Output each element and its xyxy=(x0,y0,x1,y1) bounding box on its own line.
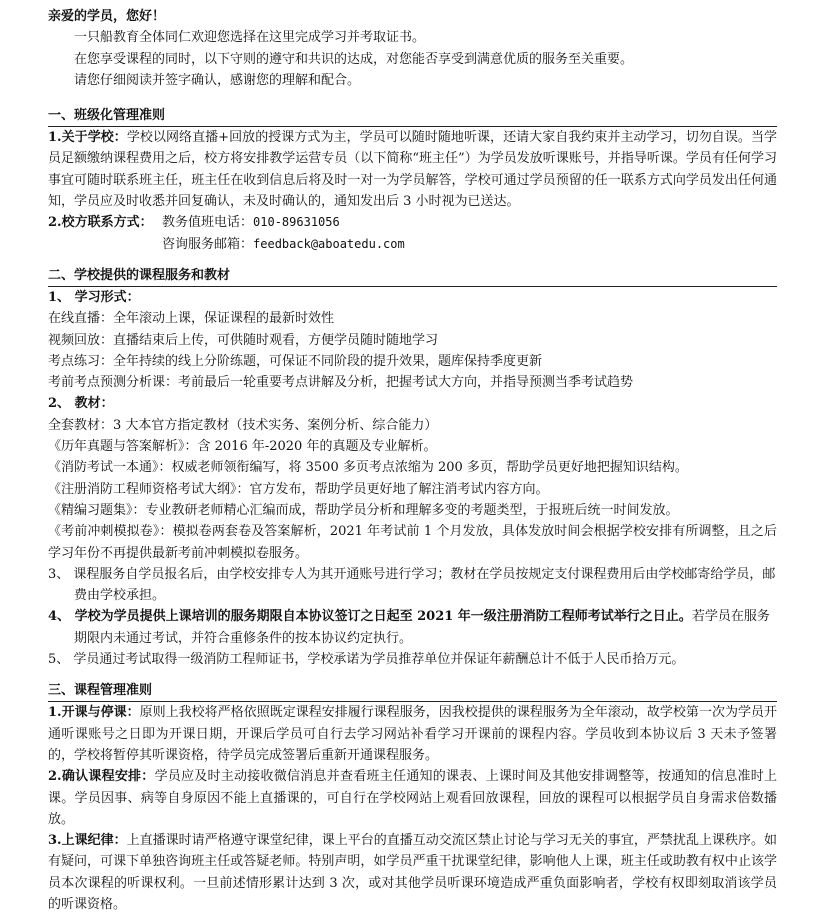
learning-form-item: 视频回放：直播结束后上传，可供随时观看，方便学员随时随地学习 xyxy=(48,332,439,348)
discipline-text: 上直播课时请严格遵守课堂纪律，课上平台的直播互动交流区禁止讨论与学习无关的事宜，严禁扰乱上课秩序。如有疑问，可课下单独咨询班主任或答疑老师。特别声明，如学员严重干扰课堂纪律，影响他人上课，班主任或助教有权中止该学员本次课程的听课权利。一旦前述情形累计达到 3 次，或对其他学员听课环境造成严重负面影响者，学校有权即刻取消该学员的听课资格。 xyxy=(48,833,777,912)
phone-number: 010-89631056 xyxy=(253,215,340,230)
section-title-3: 三、课程管理准则 xyxy=(48,680,777,702)
material-item: 《注册消防工程师资格考试大纲》：官方发布，帮助学员更好地了解注消考试内容方向。 xyxy=(48,481,549,497)
material-item: 《考前冲刺模拟卷》：模拟卷两套卷及答案解析，2021 年考试前 1 个月发放，具体发放时间会根据学校安排有所调整，且之后学习年份不再提供最新考前冲刺模拟卷服务。 xyxy=(48,524,777,561)
material-item: 《精编习题集》：专业教研老师精心汇编而成，帮助学员分析和理解多变的考题类型，于报班后统一时间发放。 xyxy=(48,502,679,518)
learning-form-item: 考前考点预测分析课：考前最后一轮重要考点讲解及分析，把握考试大方向，并指导预测当季考试趋势 xyxy=(48,375,634,391)
contact-email-row xyxy=(48,234,777,255)
school-text: 学校以网络直播+回放的授课方式为主，学员可以随时随地听课，还请大家自我约束并主动学习，切勿自误。当学员足额缴纳课程费用之后，校方将安排教学运营专员（以下简称“班主任”）为学员发放听课账号，并指导听课。学员有任何学习事宜可随时联系班主任，班主任在收到信息后将及时一对一为学员解答，学校可通过学员预留的任一联系方式向学员发出任何通知，学员应及时收悉并回复确认，未及时确认的，通知发出后 3 小时视为已送达。 xyxy=(48,130,777,210)
material-item: 《历年真题与答案解析》：含 2016 年-2020 年的真题及专业解析。 xyxy=(48,439,437,455)
contact-phone-row xyxy=(48,212,777,233)
material-item: 《消防考试一本通》：权威老师领衔编写，将 3500 多页考点浓缩为 200 多页，帮助学员更好地把握知识结构。 xyxy=(48,460,688,476)
service-period-rest: 若学员在服务期限内未通过考试，并符合重修条件的按本协议约定执行。 xyxy=(74,609,770,646)
service-item-3: 3、 课程服务自学员报名后，由学校安排专人为其开通账号进行学习；教材在学员按规定支付课程费用后由学校邮寄给学员，邮费由学校承担。 xyxy=(48,566,776,604)
email-address: feedback@aboatedu.com xyxy=(253,236,405,251)
school-heading: 1.关于学校： xyxy=(48,130,127,146)
school-paragraph xyxy=(48,127,777,212)
course-start-paragraph xyxy=(48,702,777,766)
intro-line: 请您仔细阅读并签字确认，感谢您的理解和配合。 xyxy=(74,72,361,88)
phone-label: 教务值班电话： xyxy=(162,215,254,231)
schedule-heading: 2.确认课程安排： xyxy=(48,769,155,785)
material-item: 全套教材：3 大本官方指定教材（技术实务、案例分析、综合能力） xyxy=(48,417,438,433)
service-item-4 xyxy=(48,606,777,649)
materials-heading: 2、 教材： xyxy=(48,396,114,412)
contact-heading: 2.校方联系方式： xyxy=(48,215,153,231)
greeting: 亲爱的学员，您好！ xyxy=(48,9,166,24)
learning-form-item: 在线直播：全年滚动上课，保证课程的最新时效性 xyxy=(48,311,335,327)
learning-form-item: 考点练习：全年持续的线上分阶练题，可保证不同阶段的提升效果，题库保持季度更新 xyxy=(48,353,543,369)
service-item-5: 5、 学员通过考试取得一级消防工程师证书，学校承诺为学员推荐单位并保证年薪酬总计不低于人民币拾万元。 xyxy=(48,652,685,668)
email-label: 咨询服务邮箱： xyxy=(162,236,254,252)
discipline-heading: 3.上课纪律： xyxy=(48,833,127,849)
intro-line: 在您享受课程的同时，以下守则的遵守和共识的达成，对您能否享受到满意优质的服务至关重要。 xyxy=(74,51,634,67)
service-period-bold: 4、 学校为学员提供上课培训的服务期限自本协议签订之日起至 2021 年一级注册消防工程师考试举行之日止。 xyxy=(48,609,692,625)
section-title-2: 二、学校提供的课程服务和教材 xyxy=(48,265,777,287)
section-title-1: 一、班级化管理准则 xyxy=(48,105,777,127)
intro-line: 一只船教育全体同仁欢迎您选择在这里完成学习并考取证书。 xyxy=(74,30,426,46)
discipline-paragraph xyxy=(48,830,777,915)
course-start-heading: 1.开课与停课： xyxy=(48,705,140,721)
schedule-text: 学员应及时主动接收微信消息并查看班主任通知的课表、上课时间及其他安排调整等，按通知的信息准时上课。学员因事、病等自身原因不能上直播课的，可自行在学校网站上观看回放课程，回放的课程可以根据学员自身需求倍数播放。 xyxy=(48,769,777,827)
course-start-text: 原则上我校将严格依照既定课程安排履行课程服务，因我校提供的课程服务为全年滚动，故学校第一次为学员开通听课账号之日即为开课日期，开课后学员可自行去学习网站补看学习开课前的课程内容。学员收到本协议后 3 天未予签署的，学校将暂停其听课资格，待学员完成签署后重新开通课程服务。 xyxy=(48,705,777,763)
schedule-paragraph xyxy=(48,766,777,830)
learning-forms-heading: 1、 学习形式： xyxy=(48,289,140,305)
